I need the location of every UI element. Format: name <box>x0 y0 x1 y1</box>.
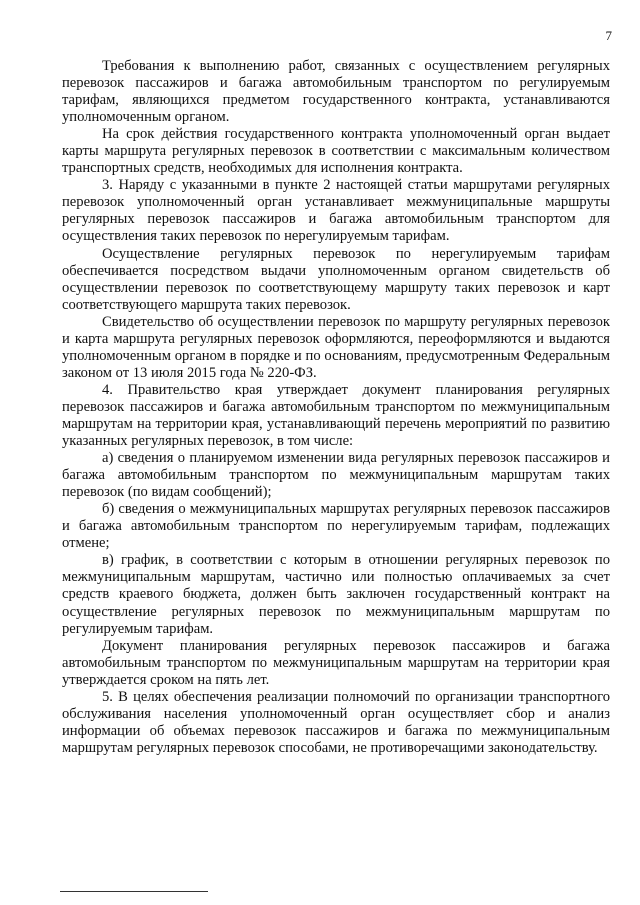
paragraph-4: Осуществление регулярных перевозок по нерегулируемым тарифам обеспечивается посредством выдачи уполномоченным органом свидетельств об осуществлении перевозок по соответствующему маршруту таких перевозок и карт соответствующего маршрута таких перевозок. <box>62 245 610 313</box>
paragraph-1: Требования к выполнению работ, связанных с осуществлением регулярных перевозок пассажиров и багажа автомобильным транспортом по регулируемым тарифам, являющихся предметом государственного контракта, устанавливаются уполномоченным органом. <box>62 58 610 126</box>
document-body <box>62 58 610 757</box>
page-bottom-rule <box>60 891 208 892</box>
paragraph-7: а) сведения о планируемом изменении вида регулярных перевозок пассажиров и багажа автомобильным транспортом по межмуниципальным маршрутам таких перевозок (по видам сообщений); <box>62 450 610 501</box>
paragraph-5: Свидетельство об осуществлении перевозок по маршруту регулярных перевозок и карта маршрута регулярных перевозок оформляются, переоформляются и выдаются уполномоченным органом в порядке и по основаниям, предусмотренным Федеральным законом от 13 июля 2015 года № 220-ФЗ. <box>62 313 610 381</box>
paragraph-9: в) график, в соответствии с которым в отношении регулярных перевозок по межмуниципальным маршрутам, частично или полностью оплачиваемых за счет средств краевого бюджета, должен быть заключен государственный контракт на осуществление регулярных перевозок по межмуниципальным маршрутам по регулируемым тарифам. <box>62 552 610 637</box>
page-number: 7 <box>605 28 612 43</box>
paragraph-8: б) сведения о межмуниципальных маршрутах регулярных перевозок пассажиров и багажа автомобильным транспортом по нерегулируемым тарифам, подлежащих отмене; <box>62 501 610 552</box>
paragraph-2: На срок действия государственного контракта уполномоченный орган выдает карты маршрута регулярных перевозок в соответствии с максимальным количеством транспортных средств, необходимых для исполнения контракта. <box>62 126 610 177</box>
paragraph-6: 4. Правительство края утверждает документ планирования регулярных перевозок пассажиров и багажа автомобильным транспортом по межмуниципальным маршрутам на территории края, устанавливающий перечень мероприятий по развитию указанных регулярных перевозок, в том числе: <box>62 381 610 450</box>
paragraph-3: 3. Наряду с указанными в пункте 2 настоящей статьи маршрутами регулярных перевозок уполномоченный орган устанавливает межмуниципальные маршруты регулярных перевозок пассажиров и багажа автомобильным транспортом для осуществления таких перевозок по нерегулируемым тарифам. <box>62 177 610 245</box>
paragraph-11: 5. В целях обеспечения реализации полномочий по организации транспортного обслуживания населения уполномоченный орган осуществляет сбор и анализ информации об объемах перевозок пассажиров и багажа по межмуниципальным маршрутам регулярных перевозок способами, не противоречащими законодательству. <box>62 688 610 756</box>
paragraph-10: Документ планирования регулярных перевозок пассажиров и багажа автомобильным транспортом по межмуниципальным маршрутам на территории края утверждается сроком на пять лет. <box>62 637 610 688</box>
